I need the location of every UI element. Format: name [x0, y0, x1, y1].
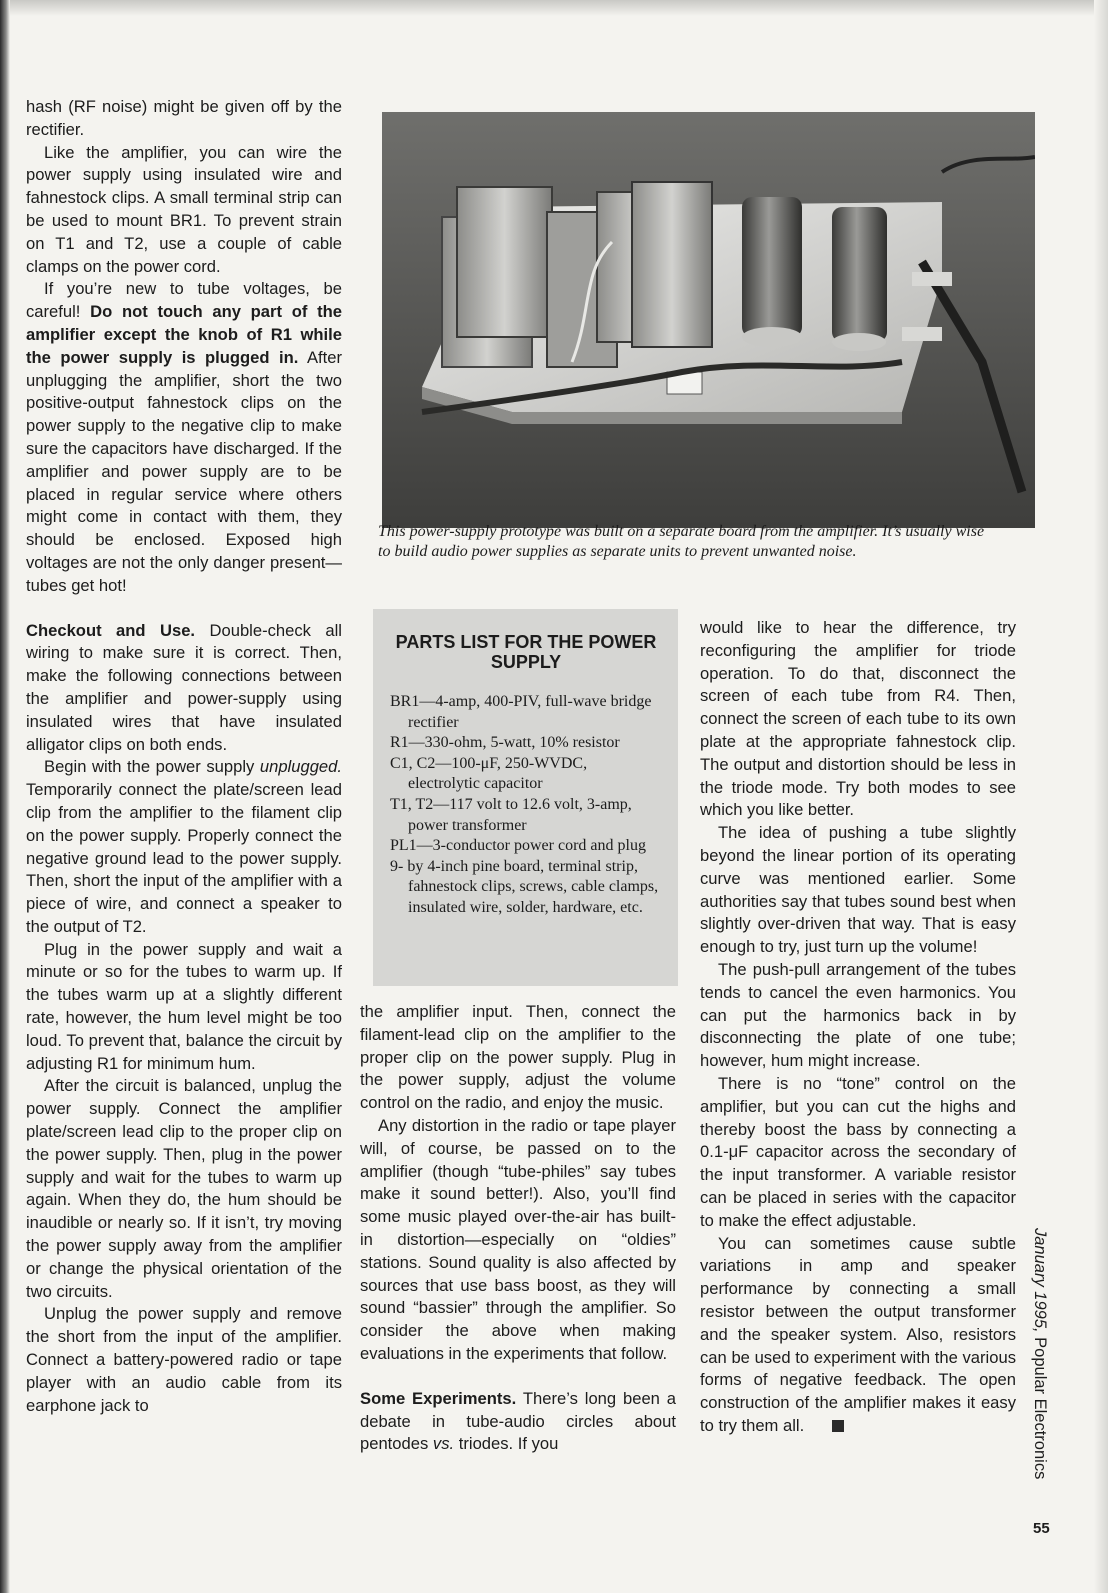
paragraph: Like the amplifier, you can wire the power supply using insulated wire and fahnestock clips. A small terminal strip can be used to mount BR1. To prevent strain on T1 and T2, use a couple of cable clamps on the power cord.	[26, 142, 342, 276]
binding-shadow	[0, 0, 10, 1593]
paragraph-text: There’s long been a debate in tube-audio circles about pentodes	[360, 1388, 677, 1454]
paragraph: Any distortion in the radio or tape player will, of course, be passed on to the amplifier (though “tube-philes” say tubes make it sound better!). Also, you’ll find some music played over-the-air has built-in distortion—especially on “oldies” stations. Sound quality is also affected by sources that use bass boost, as they will sound “bassier” through the amplifier. So consider the above when making evaluations in the experiments that follow.	[360, 1115, 676, 1363]
emphasis-text: unplugged.	[259, 757, 342, 777]
list-item: BR1—4-amp, 400-PIV, full-wave bridge rectifier	[390, 693, 652, 731]
paragraph	[360, 1388, 676, 1456]
power-supply-photo	[382, 112, 1035, 528]
paragraph: After the circuit is balanced, unplug the power supply. Connect the amplifier plate/screen lead clip to the proper clip on the power supply. Then, plug in the power supply and wait for the tubes to warm up again. When they do, the hum should be inaudible or nearly so. If it isn’t, try moving the power supply away from the amplifier or change the physical orientation of the two circuits.	[26, 1076, 342, 1301]
parts-list-title: PARTS LIST FOR THE POWER SUPPLY	[395, 632, 657, 672]
paragraph: The push-pull arrangement of the tubes tends to cancel the even harmonics. You can put the harmonics back in by disconnecting the plate of one tube; however, hum might increase.	[700, 959, 1016, 1071]
list-item: R1—330-ohm, 5-watt, 10% resistor	[390, 734, 620, 752]
photo-illustration	[382, 112, 1035, 528]
magazine-name: Popular Electronics	[1031, 1337, 1049, 1480]
paragraph: would like to hear the difference, try reconfiguring the amplifier for triode operation. To do that, disconnect the screen of each tube from R4. Then, connect the screen of each tube to its own plate at the appropriate fahnestock clip. The output and distortion should be less in the triode mode. Try both modes to see which you like better.	[700, 618, 1016, 820]
paragraph	[26, 278, 342, 597]
text-column-middle	[360, 1001, 676, 1456]
page-right-edge	[1094, 0, 1108, 1593]
paragraph-text: There is no “tone” control on the amplifier, but you can cut the highs and thereby boost the bass by connecting a 0.1-	[700, 1073, 1016, 1162]
paragraph	[700, 1073, 1016, 1233]
paragraph-text: You can sometimes cause subtle variations in amp and speaker performance by connecting a small resistor between the output transformer and the speaker system. Also, resistors can be used to experiment with the various forms of negative feedback. The open construction of the amplifier makes it easy to try them all.	[700, 1233, 1016, 1435]
list-item: PL1—3-conductor power cord and plug	[390, 837, 646, 855]
paragraph-text: Begin with the power supply	[44, 757, 255, 777]
list-item: C1, C2—100-μF, 250-WVDC, electrolytic capacitor	[390, 754, 588, 793]
mu-symbol: μ	[728, 1142, 739, 1162]
paragraph: Unplug the power supply and remove the short from the input of the amplifier. Connect a battery-powered radio or tape player with an audio cable from its earphone jack to	[26, 1304, 342, 1415]
issue-date: January 1995,	[1031, 1228, 1049, 1333]
running-footer	[1028, 1228, 1052, 1488]
paragraph: the amplifier input. Then, connect the filament-lead clip on the amplifier to the proper clip on the power supply. Plug in the power supply, adjust the volume control on the radio, and enjoy the music.	[360, 1002, 676, 1113]
paragraph	[26, 756, 342, 938]
paragraph-text: Double-check all wiring to make sure it is correct. Then, make the following connections between the amplifier and power-supply using insulated wires that have insulated alligator clips on both ends.	[26, 620, 342, 754]
text-column-left	[26, 96, 342, 1417]
paragraph	[26, 620, 342, 757]
paragraph-text: After unplugging the amplifier, short the two positive-output fahnestock clips on the power supply to the negative clip to make sure the capacitors have discharged. If the amplifier and power supply are to be placed in regular service where others might come in contact with them, they should be enclosed. Exposed high voltages are not the only danger present—tubes get hot!	[26, 347, 342, 595]
page-number: 55	[1033, 1520, 1050, 1537]
warning-text: Do not touch any part of the amplifier except the knob of R1 while the power supply is plugged in.	[26, 302, 342, 367]
list-item: 9- by 4-inch pine board, terminal strip, fahnestock clips, screws, cable clamps, insulated wire, solder, hardware, etc.	[390, 857, 659, 916]
paragraph: The idea of pushing a tube slightly beyond the linear portion of its operating curve was mentioned earlier. Some authorities say that tubes sound best when slightly over-driven that way. That is easy enough to try, just turn up the volume!	[700, 823, 1016, 957]
parts-list-box	[373, 609, 678, 986]
paragraph-text: triodes. If you	[458, 1434, 559, 1454]
photo-caption: This power-supply prototype was built on a separate board from the amplifier. It’s usually wise to build audio power supplies as separate units to prevent unwanted noise.	[378, 523, 985, 560]
list-item: T1, T2—117 volt to 12.6 volt, 3-amp, power transformer	[390, 795, 632, 834]
paragraph-text: If you’re new to tube voltages, be careful!	[26, 279, 342, 322]
paragraph-text: F capacitor across the secondary of the input transformer. A variable resistor can be placed in series with the capacitor to make the effect adjustable.	[700, 1142, 1016, 1230]
paragraph	[700, 1233, 1016, 1438]
paragraph: hash (RF noise) might be given off by the rectifier.	[26, 97, 342, 139]
parts-list	[390, 692, 662, 919]
section-heading: Checkout and Use.	[26, 620, 196, 640]
text-column-right	[700, 617, 1016, 1438]
end-of-article-mark	[832, 1420, 844, 1432]
paragraph-text: Temporarily connect the plate/screen lead clip from the amplifier to the filament clip on the power supply. Properly connect the negative ground lead to the power supply. Then, short the input of the amplifier with a piece of wire, and connect a speaker to the output of T2.	[26, 780, 342, 936]
page-top-edge	[0, 0, 1108, 16]
emphasis-text: vs.	[432, 1434, 455, 1454]
section-heading: Some Experiments.	[360, 1388, 517, 1408]
paragraph: Plug in the power supply and wait a minute or so for the tubes to warm up. If the tubes warm up at a slightly different rate, however, the hum level might be too loud. To prevent that, balance the circuit by adjusting R1 for minimum hum.	[26, 939, 342, 1073]
